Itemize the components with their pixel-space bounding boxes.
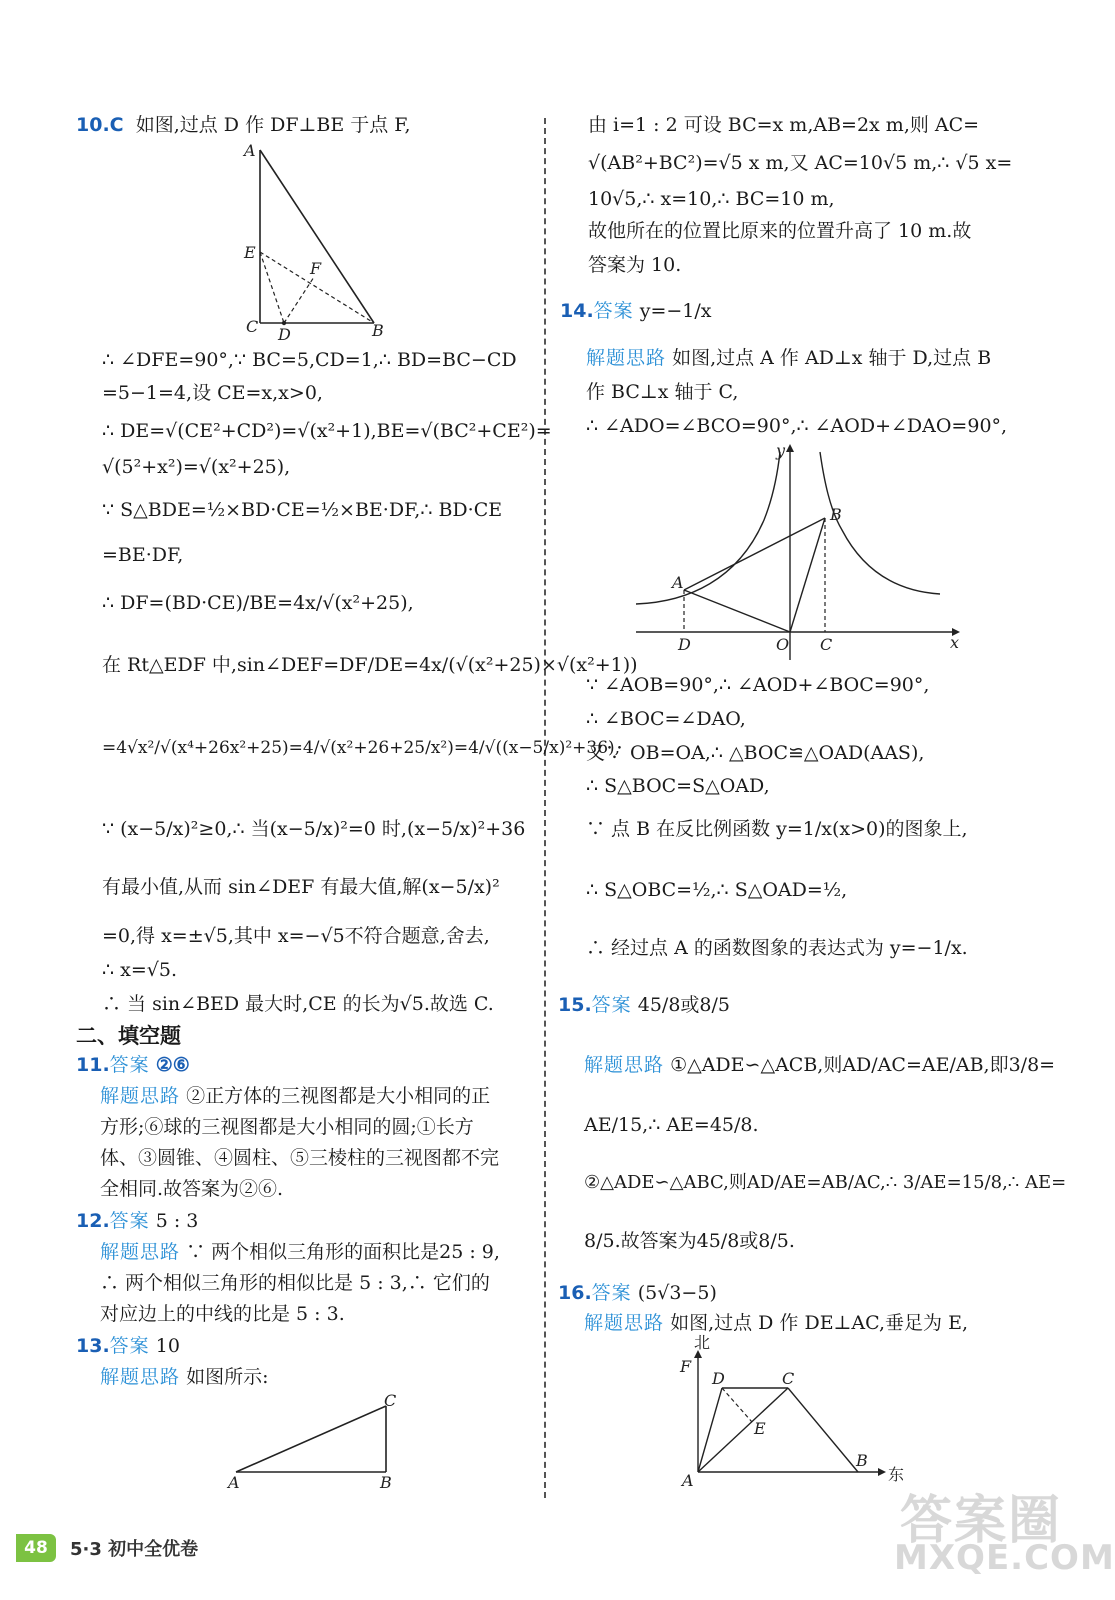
watermark-url: MXQE.COM	[894, 1538, 1115, 1578]
fig10-label-A: A	[244, 141, 256, 160]
q14-line-b7: ∴ 经过点 A 的函数图象的表达式为 y=−1/x.	[586, 937, 968, 959]
q13-heading	[76, 1333, 180, 1359]
q10-intro: 如图,过点 D 作 DF⊥BE 于点 F,	[135, 114, 411, 136]
q15-heading	[558, 992, 730, 1018]
q10-line-13: ∴ x=√5.	[102, 959, 177, 981]
fig10-label-C: C	[246, 317, 259, 336]
fig16-label-north: 北	[694, 1333, 711, 1352]
q15-line-1	[584, 1052, 1055, 1078]
fig16-label-C: C	[782, 1369, 795, 1388]
q15-line-4: 8/5.故答案为45/8或8/5.	[584, 1230, 795, 1252]
q16-line-1	[584, 1310, 968, 1336]
q14-number: 14.	[560, 300, 594, 322]
q10-number: 10.	[76, 114, 110, 136]
q15-answer-tag: 答案	[591, 994, 632, 1016]
q14-line-a1: 作 BC⊥x 轴于 C,	[586, 381, 739, 403]
q13-answer: 10	[155, 1335, 180, 1357]
q11-line-1	[100, 1083, 490, 1109]
q13-intro: 如图所示:	[186, 1366, 269, 1388]
q10-line-10: ∵ (x−5/x)²≥0,∴ 当(x−5/x)²=0 时,(x−5/x)²+36	[102, 818, 526, 840]
fig13-label-B: B	[380, 1473, 392, 1492]
q13-line-1	[100, 1364, 268, 1390]
q14-line-a2: ∴ ∠ADO=∠BCO=90°,∴ ∠AOD+∠DAO=90°,	[586, 415, 1008, 437]
q16-answer-tag: 答案	[591, 1282, 632, 1304]
q11-line-2: 方形;⑥球的三视图都是大小相同的圆;①长方	[100, 1116, 474, 1138]
q11-number: 11.	[76, 1054, 110, 1076]
fig14-label-x: x	[950, 633, 960, 652]
fig16-label-F: F	[680, 1357, 692, 1376]
q15-answer: 45/8或8/5	[637, 994, 730, 1016]
fig13-label-A: A	[228, 1473, 240, 1492]
q10-line-7: ∴ DF=(BD·CE)/BE=4x/√(x²+25),	[102, 592, 414, 614]
page-number: 48	[16, 1534, 56, 1562]
q16-heading	[558, 1280, 717, 1306]
q12-number: 12.	[76, 1210, 110, 1232]
q10-line-14: ∴ 当 sin∠BED 最大时,CE 的长为√5.故选 C.	[102, 993, 494, 1015]
q12-line-3: 对应边上的中线的比是 5 : 3.	[100, 1303, 345, 1325]
q16-intro: 如图,过点 D 作 DE⊥AC,垂足为 E,	[670, 1312, 968, 1334]
q16-number: 16.	[558, 1282, 592, 1304]
q14-intro: 如图,过点 A 作 AD⊥x 轴于 D,过点 B	[672, 347, 992, 369]
q14-answer: y=−1/x	[639, 300, 712, 322]
fig16-trapezoid	[670, 1333, 920, 1490]
q10-line-2: =5−1=4,设 CE=x,x>0,	[102, 382, 323, 404]
q12-line-1-text: ∵ 两个相似三角形的面积比是25 : 9,	[186, 1241, 500, 1263]
q13-cont-line-2: √(AB²+BC²)=√5 x m,又 AC=10√5 m,∴ √5 x=	[588, 152, 1013, 174]
fig14-inverse-graph	[628, 440, 968, 662]
q13-number: 13.	[76, 1335, 110, 1357]
q14-line-b4: ∴ S△BOC=S△OAD,	[586, 775, 770, 797]
q10-line-6: =BE·DF,	[102, 544, 184, 566]
q14-line-b2: ∴ ∠BOC=∠DAO,	[586, 708, 746, 730]
watermark	[890, 1478, 1115, 1588]
q11-answer-tag: 答案	[109, 1054, 150, 1076]
q10-line-1: ∴ ∠DFE=90°,∵ BC=5,CD=1,∴ BD=BC−CD	[102, 349, 517, 371]
q10-choice: C	[109, 114, 124, 136]
q14-line-b3: 又∵ OB=OA,∴ △BOC≌△OAD(AAS),	[586, 742, 925, 764]
fig13-slope-triangle	[222, 1392, 412, 1492]
section-fill-in-heading: 二、填空题	[76, 1024, 181, 1048]
q10-heading	[76, 112, 411, 138]
q13-cont-line-5: 答案为 10.	[588, 254, 682, 276]
fig14-label-A: A	[672, 573, 684, 592]
q14-line-b1: ∵ ∠AOB=90°,∴ ∠AOD+∠BOC=90°,	[586, 674, 930, 696]
q14-line-b5: ∵ 点 B 在反比例函数 y=1/x(x>0)的图象上,	[586, 818, 968, 840]
q12-line-2: ∴ 两个相似三角形的相似比是 5 : 3,∴ 它们的	[100, 1272, 490, 1294]
fig16-label-E: E	[754, 1419, 766, 1438]
q14-line-intro	[586, 345, 991, 371]
fig14-label-D: D	[678, 635, 691, 654]
q10-line-4: √(5²+x²)=√(x²+25),	[102, 456, 291, 478]
q14-analysis-tag: 解题思路	[586, 347, 667, 369]
q12-analysis-tag: 解题思路	[100, 1241, 181, 1263]
q15-line-3: ②△ADE∽△ABC,则AD/AE=AB/AC,∴ 3/AE=15/8,∴ AE=	[584, 1172, 1067, 1193]
column-divider	[544, 118, 546, 1498]
q13-cont-line-3: 10√5,∴ x=10,∴ BC=10 m,	[588, 188, 835, 210]
q10-line-3: ∴ DE=√(CE²+CD²)=√(x²+1),BE=√(BC²+CE²)=	[102, 420, 552, 442]
fig14-label-y: y	[776, 441, 786, 460]
q14-line-b6: ∴ S△OBC=½,∴ S△OAD=½,	[586, 879, 848, 901]
q16-analysis-tag: 解题思路	[584, 1312, 665, 1334]
q15-analysis-tag: 解题思路	[584, 1054, 665, 1076]
q14-answer-tag: 答案	[593, 300, 634, 322]
q13-analysis-tag: 解题思路	[100, 1366, 181, 1388]
q11-line-4: 全相同.故答案为②⑥.	[100, 1178, 284, 1200]
q10-line-8: 在 Rt△EDF 中,sin∠DEF=DF/DE=4x/(√(x²+25)×√(x²+1))	[102, 654, 638, 676]
fig10-label-E: E	[244, 243, 256, 262]
book-title: 5·3 初中全优卷	[70, 1539, 199, 1560]
q11-heading	[76, 1052, 190, 1078]
fig10-label-B: B	[372, 321, 384, 340]
q13-cont-line-1: 由 i=1 : 2 可设 BC=x m,AB=2x m,则 AC=	[588, 114, 980, 136]
fig14-label-B: B	[830, 505, 842, 524]
q10-line-11: 有最小值,从而 sin∠DEF 有最大值,解(x−5/x)²	[102, 876, 500, 898]
q16-answer: (5√3−5)	[637, 1282, 717, 1304]
q12-line-1	[100, 1239, 500, 1265]
q11-analysis-tag: 解题思路	[100, 1085, 181, 1107]
fig16-label-D: D	[712, 1369, 725, 1388]
fig14-label-O: O	[776, 635, 790, 654]
fig10-triangle	[230, 140, 400, 345]
fig14-label-C: C	[820, 635, 833, 654]
q12-answer-tag: 答案	[109, 1210, 150, 1232]
q10-line-5: ∵ S△BDE=½×BD·CE=½×BE·DF,∴ BD·CE	[102, 499, 503, 521]
q14-heading	[560, 298, 712, 324]
q15-number: 15.	[558, 994, 592, 1016]
fig10-label-F: F	[310, 259, 322, 278]
q11-line-1-text: ②正方体的三视图都是大小相同的正	[186, 1085, 491, 1107]
q12-answer: 5 : 3	[155, 1210, 199, 1232]
q11-line-3: 体、③圆锥、④圆柱、⑤三棱柱的三视图都不完	[100, 1147, 500, 1169]
fig10-label-D: D	[278, 325, 291, 344]
q13-answer-tag: 答案	[109, 1335, 150, 1357]
q13-cont-line-4: 故他所在的位置比原来的位置升高了 10 m.故	[588, 220, 972, 242]
watermark-logo-text: 答案圈	[900, 1491, 1063, 1551]
fig16-label-B: B	[856, 1451, 868, 1470]
q10-line-9: =4√x²/√(x⁴+26x²+25)=4/√(x²+26+25/x²)=4/√((x−5/x)²+36),	[102, 738, 621, 758]
q12-heading	[76, 1208, 198, 1234]
q11-answer: ②⑥	[155, 1054, 190, 1076]
fig13-label-C: C	[384, 1391, 397, 1410]
q10-line-12: =0,得 x=±√5,其中 x=−√5不符合题意,舍去,	[102, 925, 490, 947]
q15-line-2: AE/15,∴ AE=45/8.	[584, 1114, 759, 1136]
q15-line-1-text: ①△ADE∽△ACB,则AD/AC=AE/AB,即3/8=	[670, 1054, 1056, 1076]
fig16-label-A: A	[682, 1471, 694, 1490]
fig16-label-east: 东	[888, 1465, 905, 1484]
